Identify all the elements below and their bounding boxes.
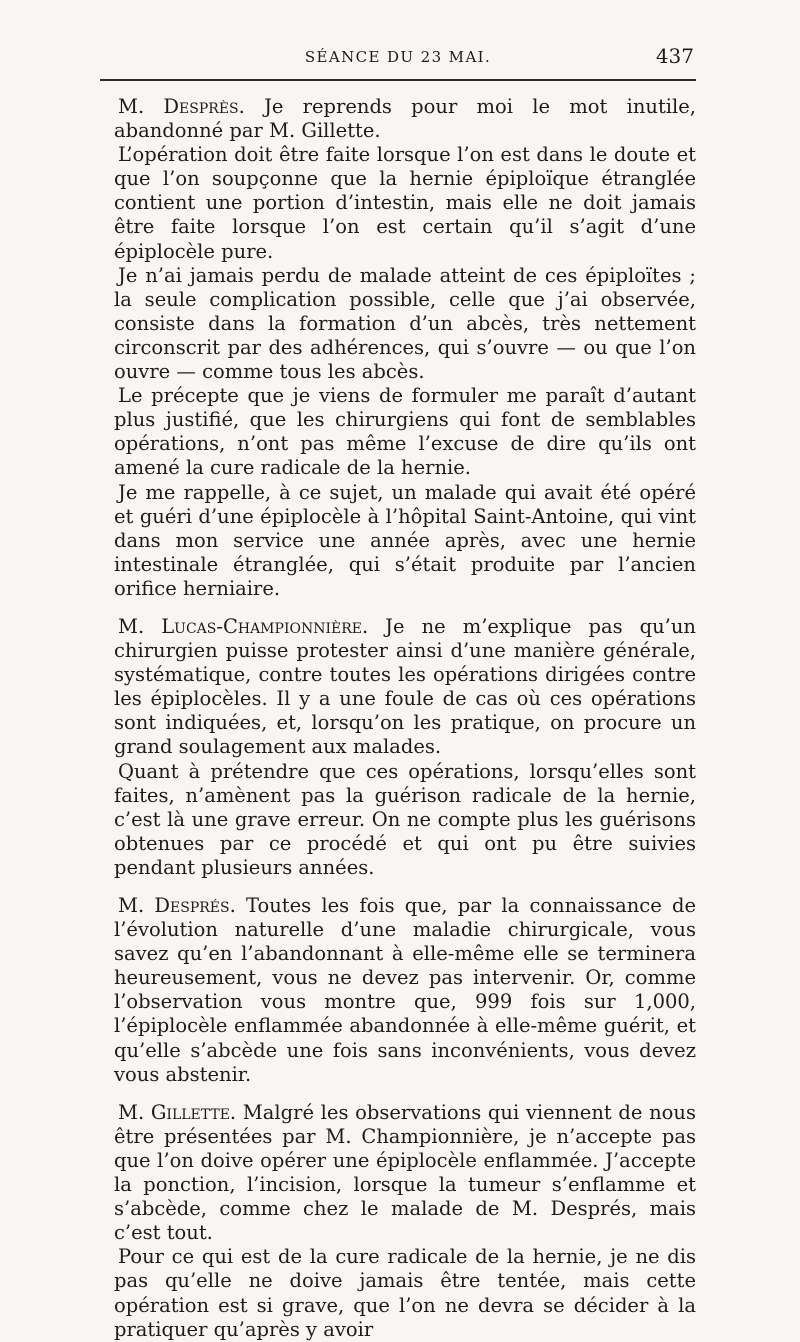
paragraph-despres-2 (114, 894, 696, 1087)
paragraph-text: Je ne m’explique pas qu’un chirurgien puisse protester ainsi d’une manière générale, systématique, contre toutes les opérations dirigées contre les épiplocèles. Il y a une foule de cas où ces opérations sont indiquées, et, lorsqu’on les pratique, on procure un grand soulagement aux malades. (114, 614, 696, 759)
speaker-name: M. Després. (118, 894, 236, 917)
paragraph-text: L’opération doit être faite lorsque l’on est dans le doute et que l’on soupçonne que la hernie épiploïque étranglée contient une portion d’intestin, mais elle ne doit jamais être faite lorsque l’on est certain qu’il s’agit d’une épiplocèle pure. (114, 143, 696, 263)
page-number: 437 (655, 44, 694, 68)
paragraph-lucas-championniere (114, 615, 696, 760)
paragraph (114, 143, 696, 263)
paragraph-text: Je reprends pour moi le mot inutile, abandonné par M. Gillette. (114, 95, 696, 143)
header-rule (100, 79, 696, 81)
running-head (100, 44, 696, 72)
paragraph (114, 384, 696, 480)
paragraph-text: Pour ce qui est de la cure radicale de la hernie, je ne dis pas qu’elle ne doive jamais être tentée, mais cette opération est si grave, que l’on ne devra se décider à la pratiquer qu’après y avoir (114, 1245, 696, 1341)
paragraph-text: Le précepte que je viens de formuler me paraît d’autant plus justifié, que les chirurgiens qui font de semblables opérations, n’ont pas même l’excuse de dire qu’ils ont amené la cure radicale de la hernie. (114, 384, 696, 480)
paragraph-text: Malgré les observations qui viennent de nous être présentées par M. Championnière, je n’accepte pas que l’on doive opérer une épiplocèle enflammée. J’accepte la ponction, l’incision, lorsque la tumeur s’enflamme et s’abcède, comme chez le malade de M. Després, mais c’est tout. (114, 1100, 696, 1245)
speaker-name: M. Lucas-Championnière. (118, 614, 369, 638)
paragraph-despres-1 (114, 95, 696, 143)
paragraph (114, 760, 696, 880)
paragraph (114, 1245, 696, 1341)
paragraph-gillette (114, 1101, 696, 1246)
paragraph (114, 481, 696, 601)
body-text (114, 95, 696, 1342)
paragraph-text: Je me rappelle, à ce sujet, un malade qui avait été opéré et guéri d’une épiplocèle à l’hôpital Saint-Antoine, qui vint dans mon service une année après, avec une hernie intestinale étranglée, qui s’était produite par l’ancien orifice herniaire. (114, 480, 696, 600)
paragraph (114, 264, 696, 384)
speaker-name: M. Desprès. (118, 95, 245, 118)
paragraph-text: Toutes les fois que, par la connaissance de l’évolution naturelle d’une maladie chirurgicale, vous savez qu’en l’abandonnant à elle-même elle se terminera heureusement, vous ne devez pas intervenir. Or, comme l’observation vous montre que, 999 fois sur 1,000, l’épiplocèle enflammée abandonnée à elle-même guérit, et qu’elle s’abcède une fois sans inconvénients, vous devez vous abstenir. (114, 894, 696, 1086)
running-title: SÉANCE DU 23 MAI. (304, 48, 492, 66)
speaker-name: M. Gillette. (118, 1100, 237, 1124)
paragraph-text: Quant à prétendre que ces opérations, lorsqu’elles sont faites, n’amènent pas la guérison radicale de la hernie, c’est là une grave erreur. On ne compte plus les guérisons obtenues par ce procédé et qui ont pu être suivies pendant plusieurs années. (114, 759, 696, 879)
paragraph-text: Je n’ai jamais perdu de malade atteint de ces épiploïtes ; la seule complication possible, celle que j’ai observée, consiste dans la formation d’un abcès, très nettement circonscrit par des adhérences, qui s’ouvre — ou que l’on ouvre — comme tous les abcès. (114, 263, 696, 384)
